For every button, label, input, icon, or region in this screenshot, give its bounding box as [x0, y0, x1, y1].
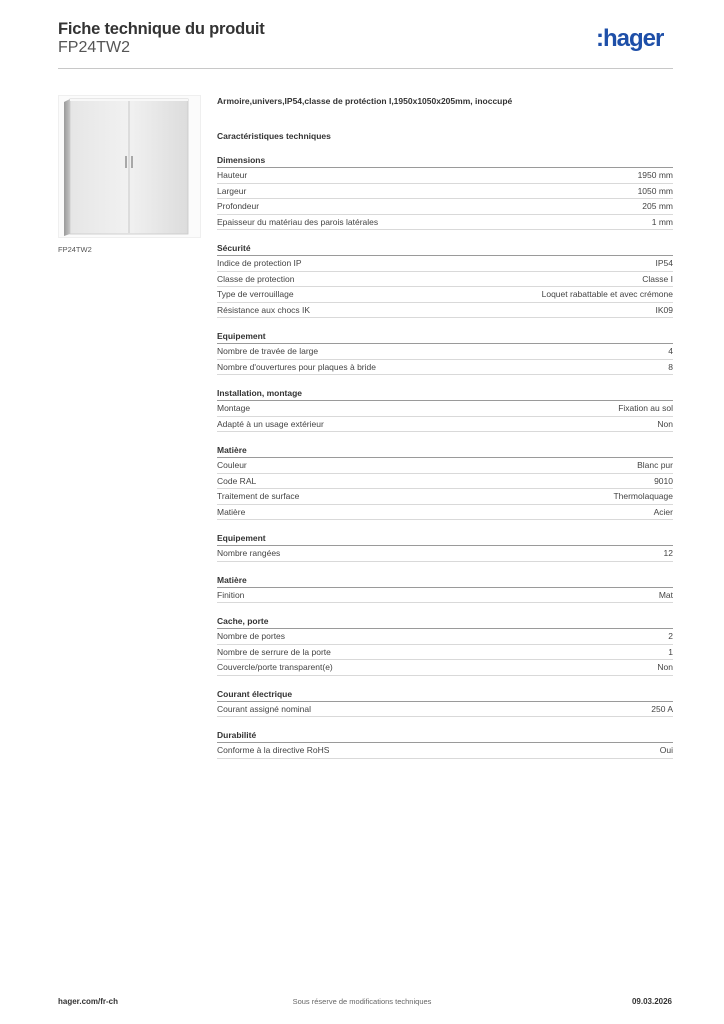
spec-row	[217, 184, 673, 200]
footer-notice: Sous réserve de modifications techniques	[292, 997, 432, 1006]
spec-value: 8	[668, 361, 673, 372]
spec-label: Nombre de travée de large	[217, 346, 319, 356]
spec-value: 1050 mm	[637, 185, 673, 196]
spec-label: Conforme à la directive RoHS	[217, 745, 330, 755]
spec-label: Nombre d'ouvertures pour plaques à bride	[217, 361, 376, 372]
spec-row	[217, 489, 673, 505]
spec-section	[217, 728, 673, 759]
spec-label: Finition	[217, 589, 245, 600]
section-title: Equipement	[217, 531, 673, 546]
section-title: Equipement	[217, 329, 673, 344]
spec-section	[217, 443, 673, 520]
spec-row	[217, 215, 673, 231]
spec-value: Loquet rabattable et avec crémone	[541, 289, 673, 299]
spec-label: Nombre rangées	[217, 548, 281, 558]
tech-specs-heading: Caractéristiques techniques	[217, 131, 331, 141]
spec-value: IK09	[655, 304, 673, 315]
page-title: Fiche technique du produit	[58, 20, 265, 38]
spec-label: Largeur	[217, 185, 247, 196]
spec-value: 4	[668, 346, 673, 356]
spec-label: Courant assigné nominal	[217, 703, 312, 714]
spec-value: 12	[663, 548, 673, 558]
section-title: Matière	[217, 573, 673, 588]
spec-label: Nombre de serrure de la porte	[217, 646, 331, 657]
section-title: Durabilité	[217, 728, 673, 743]
spec-row	[217, 660, 673, 676]
footer-date: 09.03.2026	[631, 997, 672, 1006]
spec-label: Epaisseur du matériau des parois latérales	[217, 216, 379, 227]
spec-label: Montage	[217, 403, 251, 413]
spec-label: Couvercle/porte transparent(e)	[217, 662, 333, 672]
spec-row	[217, 588, 673, 604]
spec-section	[217, 687, 673, 718]
spec-row	[217, 199, 673, 215]
spec-label: Couleur	[217, 460, 247, 470]
spec-row	[217, 474, 673, 490]
spec-section	[217, 573, 673, 604]
header-divider	[58, 68, 673, 69]
spec-row	[217, 303, 673, 319]
spec-value: 205 mm	[642, 201, 673, 211]
product-details	[217, 94, 673, 770]
spec-row	[217, 546, 673, 562]
spec-row	[217, 287, 673, 303]
spec-sections	[217, 153, 673, 759]
spec-row	[217, 168, 673, 184]
spec-value: Classe I	[642, 273, 673, 284]
spec-label: Résistance aux chocs IK	[217, 304, 311, 315]
cabinet-illustration	[59, 96, 200, 237]
spec-value: 2	[668, 631, 673, 641]
spec-label: Classe de protection	[217, 273, 295, 284]
spec-row	[217, 344, 673, 360]
product-description: Armoire,univers,IP54,classe de protéction I,1950x1050x205mm, inoccupé	[217, 96, 513, 106]
spec-row	[217, 417, 673, 433]
spec-section	[217, 531, 673, 562]
spec-row	[217, 360, 673, 376]
spec-section	[217, 386, 673, 432]
spec-value: Thermolaquage	[613, 491, 673, 501]
spec-section	[217, 241, 673, 318]
spec-label: Hauteur	[217, 170, 248, 180]
section-title: Cache, porte	[217, 614, 673, 629]
hager-logo: :hager	[596, 25, 664, 52]
spec-row	[217, 629, 673, 645]
section-title: Matière	[217, 443, 673, 458]
spec-value: Non	[657, 662, 673, 672]
spec-label: Adapté à un usage extérieur	[217, 418, 324, 429]
spec-label: Type de verrouillage	[217, 289, 294, 299]
spec-row	[217, 743, 673, 759]
spec-value: 250 A	[651, 703, 673, 714]
image-caption: FP24TW2	[58, 245, 92, 254]
spec-label: Matière	[217, 506, 246, 517]
spec-row	[217, 272, 673, 288]
spec-label: Nombre de portes	[217, 631, 286, 641]
section-title: Courant électrique	[217, 687, 673, 702]
spec-row	[217, 505, 673, 521]
spec-value: 1	[668, 646, 673, 657]
spec-section	[217, 614, 673, 676]
spec-row	[217, 256, 673, 272]
section-title: Dimensions	[217, 153, 673, 168]
spec-label: Code RAL	[217, 475, 257, 486]
section-title: Installation, montage	[217, 386, 673, 401]
spec-value: Blanc pur	[637, 460, 673, 470]
spec-value: Fixation au sol	[618, 403, 673, 413]
spec-row	[217, 401, 673, 417]
spec-value: 1 mm	[651, 216, 673, 227]
spec-value: Oui	[659, 745, 673, 755]
product-image	[58, 95, 201, 238]
spec-value: Mat	[658, 589, 673, 600]
spec-value: Acier	[653, 506, 673, 517]
spec-value: 9010	[654, 475, 673, 486]
spec-value: Non	[657, 418, 673, 429]
footer-website: hager.com/fr-ch	[58, 997, 119, 1006]
spec-label: Traitement de surface	[217, 491, 300, 501]
spec-label: Indice de protection IP	[217, 258, 302, 268]
spec-value: IP54	[655, 258, 673, 268]
spec-row	[217, 458, 673, 474]
spec-row	[217, 702, 673, 718]
spec-value: 1950 mm	[637, 170, 673, 180]
spec-label: Profondeur	[217, 201, 260, 211]
spec-section	[217, 153, 673, 230]
product-reference: FP24TW2	[58, 39, 131, 56]
section-title: Sécurité	[217, 241, 673, 256]
spec-section	[217, 329, 673, 375]
spec-row	[217, 645, 673, 661]
